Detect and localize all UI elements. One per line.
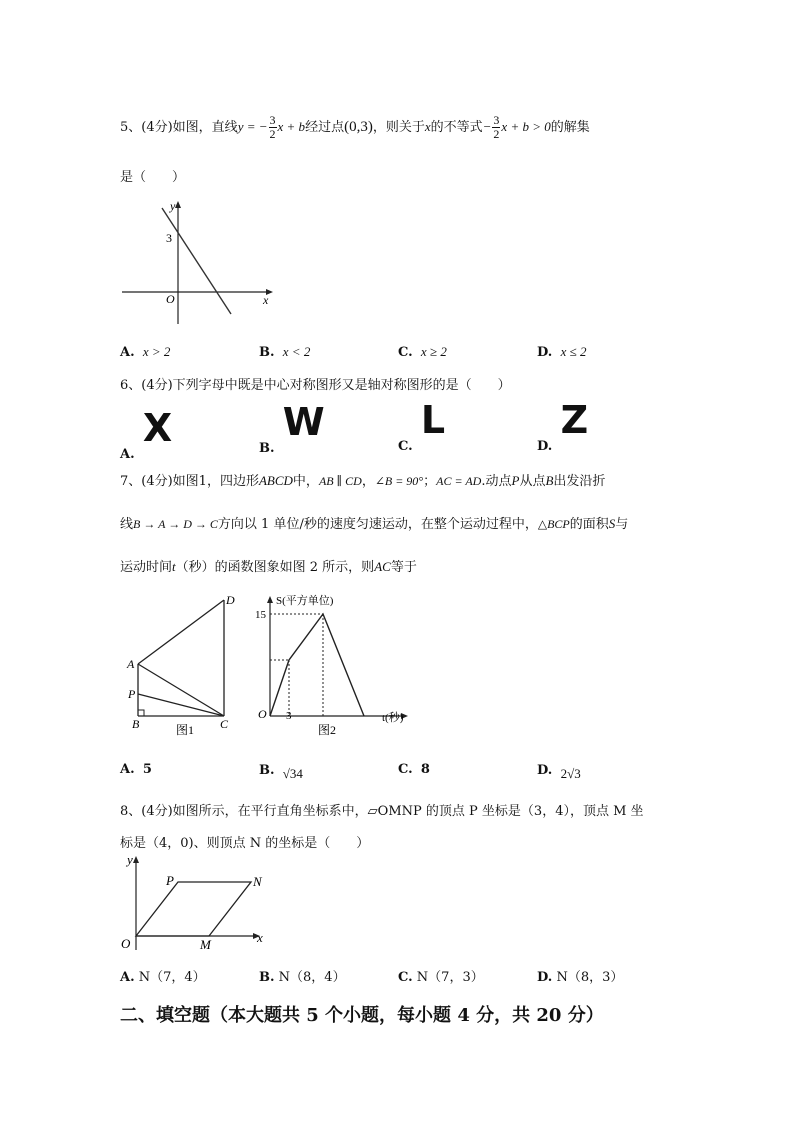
q7-l1-e: ，	[361, 474, 375, 489]
q5-frac2-den: 2	[493, 127, 500, 141]
q8-graph	[116, 852, 276, 954]
q8-stem-line2: 标是（4，0)、则顶点 N 的坐标是（ ）	[120, 836, 370, 851]
q8-label-M: M	[200, 937, 211, 952]
q7-option-d-label: D.	[537, 763, 553, 778]
q7-figure-1	[124, 592, 244, 742]
q5-ineq-rhs: x + b > 0	[501, 119, 551, 134]
q6-stem: 6、(4分)下列字母中既是中心对称图形又是轴对称图形的是（ ）	[120, 378, 511, 393]
q5-graph	[118, 198, 278, 328]
q5-frac2-num: 3	[493, 113, 500, 127]
q8-option-c-text: N（7，3）	[416, 970, 484, 985]
fig1-label-P: P	[128, 687, 136, 701]
q8-x-label: x	[257, 930, 263, 945]
fig2-y-label: S(平方单位)	[276, 595, 334, 607]
q8-option-a[interactable]	[120, 966, 206, 985]
q6-option-c-label: C.	[398, 439, 413, 454]
section-2-title: 二、填空题（本大题共 5 个小题，每小题 4 分，共 20 分）	[120, 1005, 604, 1026]
q8-parallelogram	[136, 882, 251, 936]
q6-option-c[interactable]	[398, 398, 446, 454]
q5-stem-line2: 是（ ）	[120, 170, 186, 185]
q7-figure-2	[254, 590, 414, 742]
q7-l1-k: 从点	[519, 474, 546, 489]
fig1-segment-AD	[138, 600, 224, 664]
fig1-right-angle-mark	[138, 710, 144, 716]
q7-l3-b: t	[172, 559, 176, 574]
q8-option-b[interactable]	[259, 966, 346, 985]
q6-option-b-letter: W	[282, 400, 325, 444]
fig2-y-tick-15: 15	[255, 609, 266, 621]
q6-option-d-letter: Z	[560, 398, 589, 442]
q7-l1-b: ABCD	[258, 473, 293, 488]
q7-option-a-label: A.	[120, 762, 135, 777]
q8-y-arrow	[133, 856, 139, 863]
q8-label-P: P	[166, 873, 174, 888]
fig1-segment-AC	[138, 664, 224, 716]
q8-origin-label: O	[121, 936, 131, 951]
fig2-origin: O	[258, 707, 267, 721]
q5-fraction-2	[492, 114, 500, 141]
q7-stem-line1	[120, 470, 605, 489]
q6-option-a-letter: X	[142, 406, 173, 450]
q7-option-b-label: B.	[259, 763, 275, 778]
q8-option-a-label: A.	[120, 970, 135, 985]
q5-option-d-text: x ≤ 2	[560, 344, 587, 359]
q7-l1-l: B	[545, 473, 554, 488]
q5-option-c-text: x ≥ 2	[420, 344, 447, 359]
q5-var: x	[424, 119, 431, 134]
q6-option-c-letter: L	[420, 398, 446, 442]
q5-prefix: 5、(4分)如图，直线	[120, 120, 238, 135]
q7-option-d[interactable]	[537, 762, 581, 781]
q7-l2-c: 方向以 1 单位/秒的速度匀速运动，在整个运动过程中，	[217, 517, 538, 532]
fig1-segment-PC	[138, 694, 224, 716]
q7-l1-i: .动点	[481, 474, 512, 489]
q7-l1-m: 出发沿折	[553, 474, 606, 489]
q5-point: (0,3)	[344, 119, 373, 135]
q7-l1-h: AC = AD	[436, 474, 482, 488]
q5-eq-lhs: y = −	[237, 119, 268, 134]
q5-y-label: y	[170, 199, 176, 213]
fig1-label-B: B	[132, 717, 140, 731]
q5-middle3: 的不等式	[430, 120, 483, 135]
fig1-label-C: C	[220, 717, 229, 731]
q7-l3-a: 运动时间	[120, 560, 173, 575]
q8-option-b-label: B.	[259, 970, 275, 985]
q7-option-d-text: 2√3	[560, 766, 581, 781]
q5-option-c-label: C.	[398, 345, 413, 360]
q7-l1-f: ∠B = 90°	[374, 474, 424, 488]
q7-stem-line2	[120, 513, 628, 532]
q5-middle: 经过点	[305, 120, 345, 135]
q8-y-label: y	[127, 852, 133, 867]
q5-option-d-label: D.	[537, 345, 553, 360]
q6-option-a-label: A.	[120, 447, 135, 462]
q6-option-a[interactable]	[120, 406, 173, 462]
fig1-caption: 图1	[176, 723, 195, 737]
q8-option-b-text: N（8，4）	[278, 970, 346, 985]
q5-ineq-lhs: −	[482, 119, 492, 134]
q7-option-a[interactable]	[120, 762, 152, 777]
q8-label-N: N	[253, 874, 262, 889]
q7-l2-d: △BCP	[537, 517, 570, 531]
q7-option-c[interactable]	[398, 762, 430, 777]
q7-l3-c: （秒）的函数图象如图 2 所示，则	[175, 560, 375, 575]
q5-y-arrow	[175, 201, 181, 208]
q5-stem-line1	[120, 112, 590, 143]
q5-option-b-text: x < 2	[282, 344, 311, 359]
q6-option-d[interactable]	[537, 398, 589, 454]
q5-option-b[interactable]	[259, 344, 310, 360]
q7-option-a-text: 5	[142, 762, 152, 777]
q5-frac-num: 3	[269, 113, 276, 127]
q6-option-d-label: D.	[537, 439, 553, 454]
q6-option-b[interactable]	[259, 400, 325, 456]
q7-l1-j: P	[511, 473, 520, 488]
q7-option-b-text: √34	[282, 766, 303, 781]
q7-l2-f: S	[608, 516, 616, 531]
q7-l1-c: 中，	[292, 474, 319, 489]
q8-option-d[interactable]	[537, 966, 623, 985]
q5-suffix: 的解集	[550, 120, 590, 135]
q5-option-a[interactable]	[120, 344, 170, 360]
q5-intercept-label: 3	[166, 231, 172, 245]
fig1-label-D: D	[226, 593, 235, 607]
q5-eq-rhs: x + b	[277, 119, 306, 134]
q5-frac-den: 2	[269, 127, 276, 141]
fig2-caption: 图2	[318, 723, 337, 737]
q5-option-c[interactable]	[398, 344, 447, 360]
q7-l3-d: AC	[374, 559, 391, 574]
q5-option-a-text: x > 2	[142, 344, 171, 359]
q5-option-a-label: A.	[120, 345, 135, 360]
q8-option-d-text: N（8，3）	[556, 970, 624, 985]
fig2-x-label: t(秒)	[382, 712, 404, 724]
q7-option-c-text: 8	[420, 762, 430, 777]
q7-l1-a: 7、(4分)如图1，四边形	[120, 474, 259, 489]
fig2-function-graph	[270, 614, 364, 716]
q5-option-b-label: B.	[259, 345, 275, 360]
fig1-label-A: A	[127, 657, 135, 671]
fig2-x-tick-3: 3	[286, 710, 292, 722]
fig2-y-arrow	[267, 596, 273, 603]
q7-option-c-label: C.	[398, 762, 413, 777]
q7-l1-g: ；	[423, 474, 437, 489]
q7-l1-d: AB ∥ CD	[318, 474, 362, 488]
q8-stem-line1: 8、(4分)如图所示，在平行直角坐标系中，▱OMNP 的顶点 P 坐标是（3，4），顶点 M 坐	[120, 804, 644, 819]
q5-fraction-1	[269, 114, 277, 141]
q6-option-b-label: B.	[259, 441, 275, 456]
q7-l2-e: 的面积	[569, 517, 609, 532]
q7-stem-line3	[120, 556, 417, 575]
q7-l2-a: 线	[120, 517, 134, 532]
q8-option-a-text: N（7，4）	[138, 970, 206, 985]
q5-option-d[interactable]	[537, 344, 587, 360]
q7-l2-g: 与	[615, 517, 629, 532]
q7-l3-e: 等于	[390, 560, 417, 575]
q8-option-d-label: D.	[537, 970, 553, 985]
q7-option-b[interactable]	[259, 762, 303, 781]
q8-option-c-label: C.	[398, 970, 413, 985]
q5-middle2: ，则关于	[372, 120, 425, 135]
q7-l2-b: B → A → D → C	[133, 517, 218, 531]
q5-origin-label: O	[166, 292, 175, 306]
q5-x-label: x	[263, 293, 269, 307]
q8-option-c[interactable]	[398, 966, 484, 985]
